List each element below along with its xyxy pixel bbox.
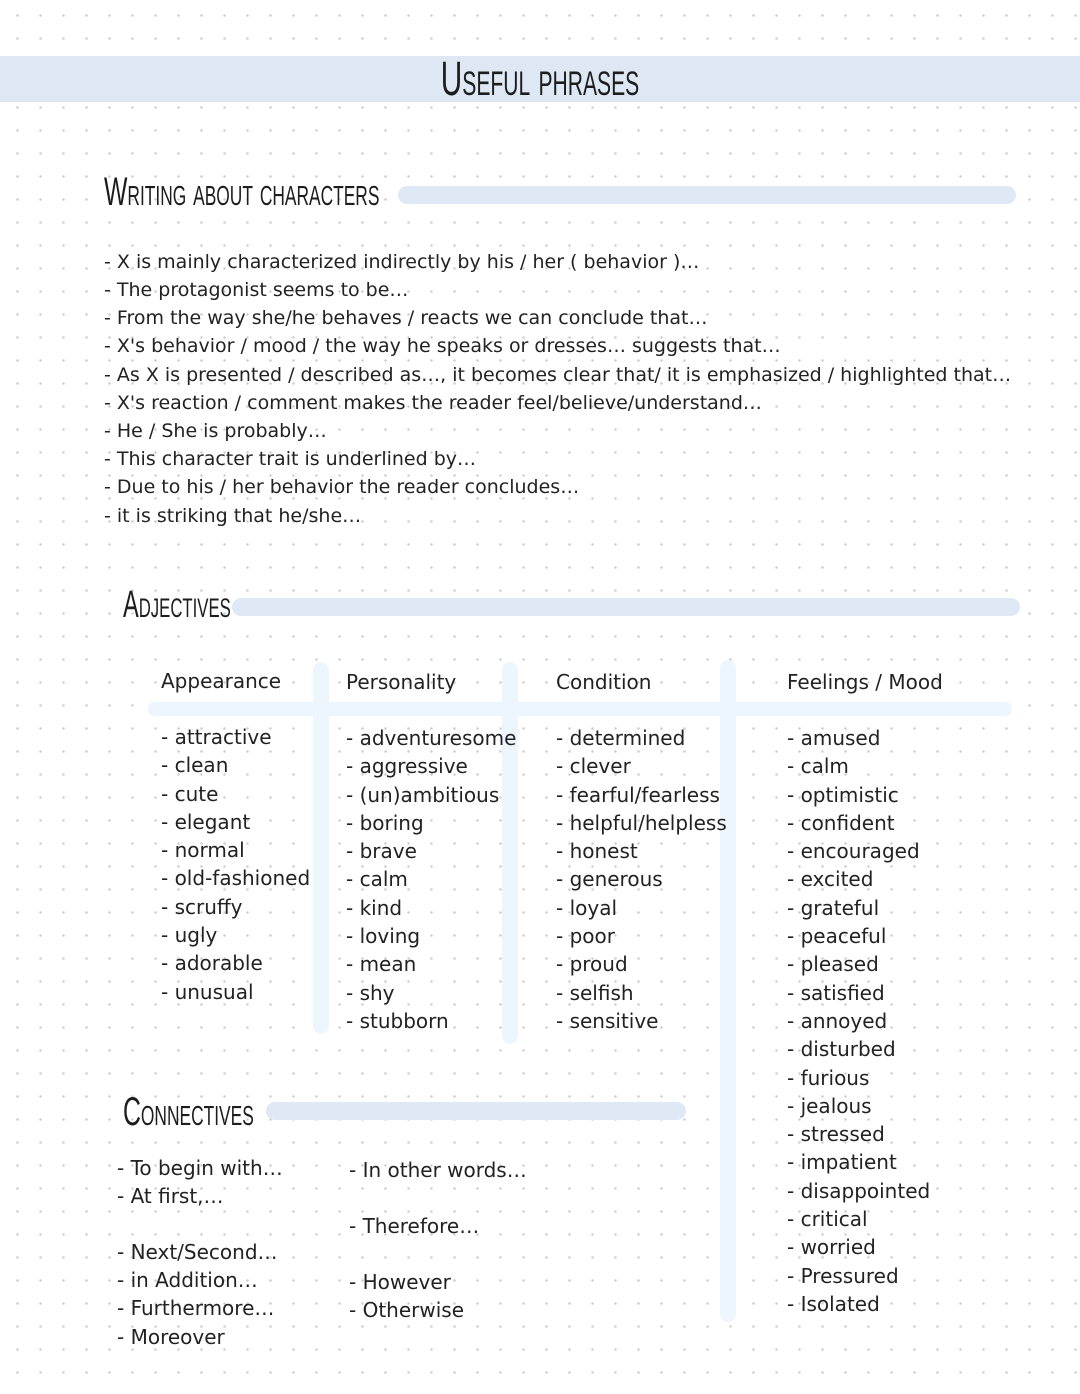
adjective-item: - jealous — [787, 1093, 872, 1118]
adjective-item: - grateful — [787, 895, 880, 920]
column-header: Condition — [556, 670, 652, 694]
phrase-item: - X's behavior / mood / the way he speaks or dresses… suggests that… — [104, 335, 781, 357]
phrase-item: - X is mainly characterized indirectly by his / her ( behavior )… — [104, 251, 700, 273]
phrase-item: - This character trait is underlined by… — [104, 448, 477, 470]
adjective-item: - adventuresome — [346, 726, 517, 750]
adjective-item: - calm — [346, 867, 408, 892]
connective-item: - Otherwise — [349, 1298, 464, 1322]
adjective-item: - brave — [346, 839, 417, 864]
adjective-item: - stubborn — [346, 1008, 449, 1033]
adjective-item: - elegant — [161, 809, 251, 834]
adjective-column-appearance — [161, 667, 310, 1006]
phrase-item: - it is striking that he/she… — [104, 505, 362, 527]
connective-item: - In other words… — [349, 1158, 527, 1182]
column-header: Personality — [346, 670, 457, 694]
adjectives-heading-bar — [232, 598, 1020, 616]
adjective-item: - worried — [787, 1235, 876, 1260]
connective-item: - in Addition… — [117, 1268, 258, 1292]
adjective-item: - loyal — [556, 895, 618, 920]
adjective-item: - furious — [787, 1065, 870, 1090]
adjective-item: - proud — [556, 952, 628, 977]
connective-item: - However — [349, 1270, 451, 1294]
connective-item: - Next/Second… — [117, 1240, 278, 1264]
adjective-item: - excited — [787, 867, 874, 892]
characters-heading-bar — [398, 186, 1016, 204]
adjective-item: - selfish — [556, 980, 634, 1005]
adjective-item: - stressed — [787, 1122, 885, 1147]
connectives-heading: Connectives — [123, 1090, 254, 1134]
adjective-item: - optimistic — [787, 782, 899, 807]
adjective-item: - scruffy — [161, 894, 243, 919]
adjective-item: - generous — [556, 867, 663, 892]
phrase-item: - He / She is probably… — [104, 420, 327, 442]
adjective-item: - impatient — [787, 1150, 897, 1175]
column-header: Appearance — [161, 669, 282, 693]
adjectives-heading: Adjectives — [123, 584, 231, 626]
adjective-item: - attractive — [161, 725, 272, 749]
adjective-item: - honest — [556, 839, 638, 864]
adjective-item: - shy — [346, 980, 395, 1005]
adjective-item: - normal — [161, 838, 245, 863]
adjective-item: - kind — [346, 895, 403, 920]
adjective-item: - adorable — [161, 951, 263, 976]
adjective-item: - poor — [556, 924, 615, 949]
adjective-item: - aggressive — [346, 754, 468, 779]
phrase-item: - From the way she/he behaves / reacts we can conclude that… — [104, 307, 708, 329]
adjective-item: - mean — [346, 952, 417, 977]
adjective-item: - encouraged — [787, 839, 920, 864]
adjective-item: - cute — [161, 781, 219, 806]
phrase-item: - Due to his / her behavior the reader concludes… — [104, 476, 580, 498]
page-title: Useful phrases — [440, 53, 640, 106]
phrase-item: - X's reaction / comment makes the reader feel/believe/understand… — [104, 392, 762, 414]
adjective-item: - boring — [346, 810, 424, 835]
adjective-item: - critical — [787, 1207, 868, 1232]
adjective-column-personality — [346, 668, 516, 1035]
characters-heading: Writing about characters — [104, 170, 380, 214]
adjective-item: - pleased — [787, 952, 879, 977]
phrase-item: - The protagonist seems to be… — [104, 279, 409, 301]
adjective-item: - satisfied — [787, 980, 885, 1005]
connective-item: - At first,… — [117, 1184, 224, 1208]
connective-item: - Moreover — [117, 1325, 225, 1349]
adjective-item: - unusual — [161, 979, 254, 1004]
adjective-item: - clean — [161, 753, 229, 778]
adjective-item: - sensitive — [556, 1008, 659, 1033]
adjective-item: - calm — [787, 754, 849, 779]
column-divider — [313, 662, 329, 1034]
adjective-item: - helpful/helpless — [556, 810, 727, 835]
phrase-item: - As X is presented / described as…, it becomes clear that/ it is emphasized / highlighted that… — [104, 364, 1012, 386]
adjective-column-condition — [556, 668, 727, 1035]
adjective-item: - old-fashioned — [161, 866, 311, 891]
adjective-item: - fearful/fearless — [556, 782, 720, 807]
adjective-item: - annoyed — [787, 1008, 888, 1033]
adjective-item: - confident — [787, 810, 895, 835]
connectives-heading-bar — [266, 1102, 686, 1120]
connective-item: - Therefore… — [349, 1214, 480, 1238]
adjective-item: - Pressured — [787, 1263, 899, 1288]
adjective-item: - determined — [556, 726, 686, 750]
adjective-item: - disturbed — [787, 1037, 896, 1062]
adjective-item: - (un)ambitious — [346, 782, 500, 807]
connective-item: - Furthermore… — [117, 1296, 275, 1320]
adjective-item: - ugly — [161, 923, 218, 948]
adjective-item: - disappointed — [787, 1178, 931, 1203]
adjective-item: - Isolated — [787, 1291, 880, 1316]
adjective-item: - peaceful — [787, 924, 887, 949]
adjective-item: - loving — [346, 924, 421, 949]
adjective-item: - amused — [787, 726, 881, 750]
adjective-item: - clever — [556, 754, 631, 779]
column-header: Feelings / Mood — [787, 670, 943, 694]
connective-item: - To begin with… — [117, 1156, 283, 1180]
adjective-column-feelings — [787, 668, 943, 1318]
